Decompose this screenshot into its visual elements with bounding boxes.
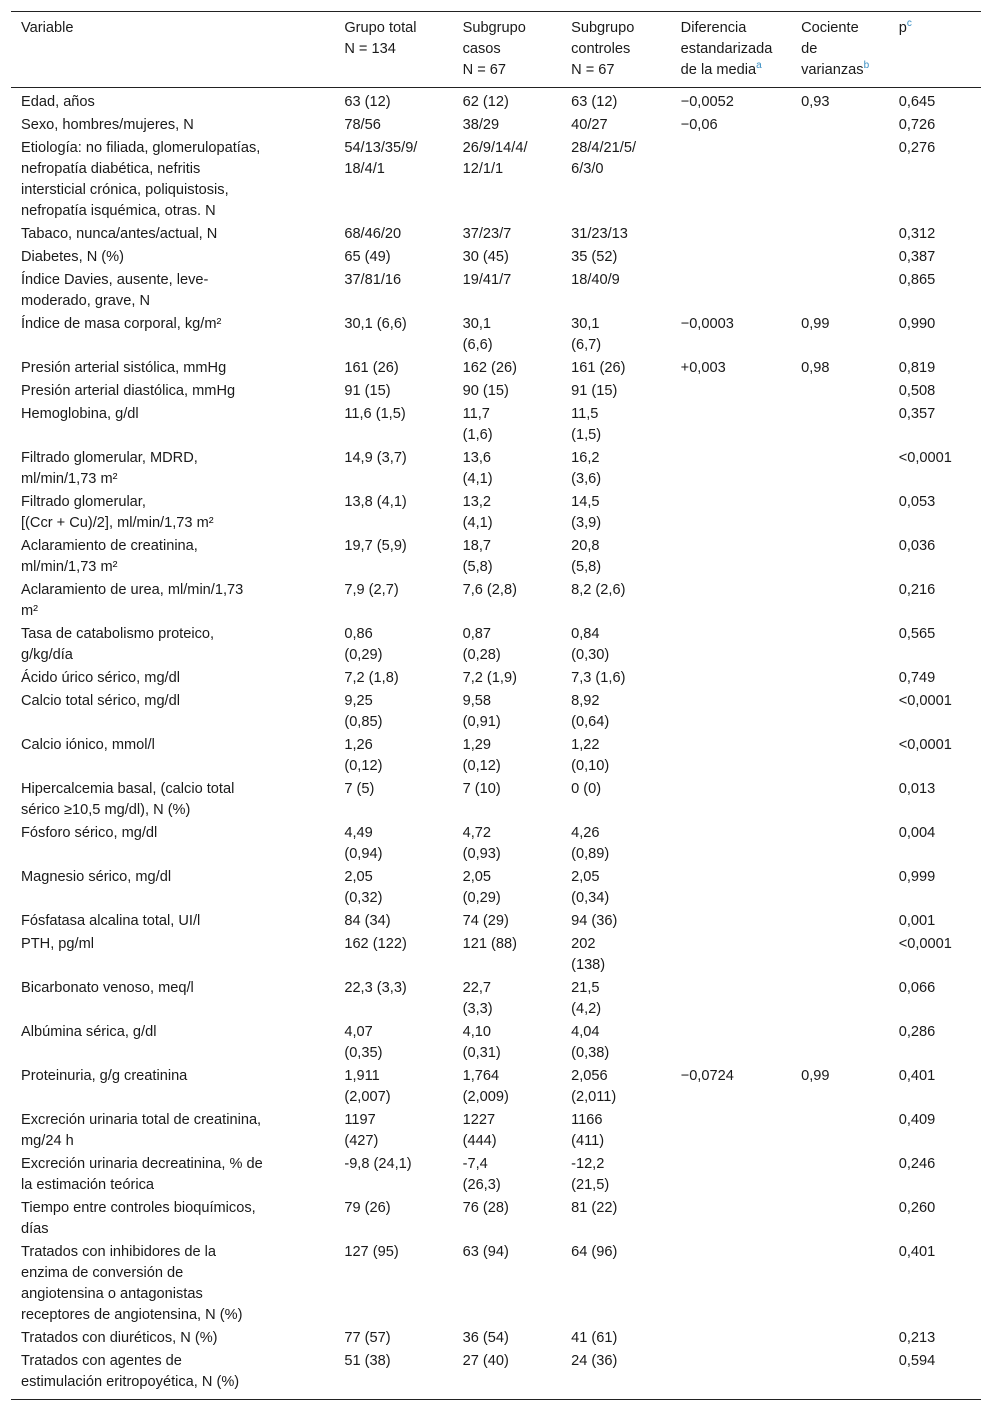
- cell-p: 0,312: [898, 226, 936, 242]
- table-row: [11, 114, 981, 137]
- cell-p: 0,819: [898, 360, 936, 376]
- table-row: [11, 579, 981, 623]
- cell-cociente: 0,99: [801, 316, 830, 332]
- header-subgrupo-casos: Subgrupo casos N = 67: [462, 20, 526, 78]
- table-body: [11, 88, 981, 1400]
- table-row: [11, 223, 981, 246]
- cell-grupo-total: 7 (5): [344, 781, 375, 797]
- cell-subgrupo-casos: 1227 (444): [462, 1112, 497, 1149]
- cell-subgrupo-casos: 7 (10): [462, 781, 501, 797]
- cell-diferencia: [671, 1109, 791, 1153]
- cell-p: 0,260: [898, 1200, 936, 1216]
- cell-subgrupo-controles: 20,8 (5,8): [571, 538, 602, 575]
- cell-variable: Etiología: no filiada, glomerulopatías, nefropatía diabética, nefritis intersticial crónica, poliquistosis, nefropatía isquémica, otras. N: [21, 140, 261, 219]
- cell-p: 0,053: [898, 494, 936, 510]
- cell-subgrupo-controles: 18/40/9: [571, 272, 620, 288]
- cell-subgrupo-casos: 62 (12): [462, 94, 509, 110]
- table-row: [11, 269, 981, 313]
- cell-diferencia: −0,0052: [680, 94, 734, 110]
- cell-subgrupo-controles: 4,04 (0,38): [571, 1024, 610, 1061]
- cell-subgrupo-casos: 26/9/14/4/ 12/1/1: [462, 140, 528, 177]
- cell-subgrupo-controles: 41 (61): [571, 1330, 618, 1346]
- cell-variable: Filtrado glomerular, [(Ccr + Cu)/2], ml/min/1,73 m²: [21, 494, 214, 531]
- cell-p: 0,276: [898, 140, 936, 156]
- cell-grupo-total: 9,25 (0,85): [344, 693, 383, 730]
- cell-p: 0,001: [898, 913, 936, 929]
- table-row: [11, 403, 981, 447]
- cell-cociente: [791, 114, 889, 137]
- table-row: [11, 1021, 981, 1065]
- cell-variable: Filtrado glomerular, MDRD, ml/min/1,73 m²: [21, 450, 198, 487]
- table-row: [11, 447, 981, 491]
- cell-subgrupo-controles: 63 (12): [571, 94, 618, 110]
- cell-diferencia: [671, 910, 791, 933]
- cell-subgrupo-casos: 74 (29): [462, 913, 509, 929]
- cell-grupo-total: 78/56: [344, 117, 381, 133]
- cell-p: 0,036: [898, 538, 936, 554]
- cell-grupo-total: 68/46/20: [344, 226, 402, 242]
- table-row: [11, 246, 981, 269]
- cell-p: 0,990: [898, 316, 936, 332]
- cell-subgrupo-controles: 14,5 (3,9): [571, 494, 602, 531]
- table-row: [11, 778, 981, 822]
- table-container: [11, 11, 981, 1400]
- cell-subgrupo-controles: 161 (26): [571, 360, 626, 376]
- cell-diferencia: [671, 690, 791, 734]
- cell-subgrupo-controles: 1166 (411): [571, 1112, 605, 1149]
- cell-subgrupo-casos: 18,7 (5,8): [462, 538, 493, 575]
- table-row: [11, 822, 981, 866]
- table-row: [11, 1153, 981, 1197]
- cell-p: 0,565: [898, 626, 936, 642]
- cell-p: <0,0001: [898, 693, 952, 709]
- cell-subgrupo-casos: 27 (40): [462, 1353, 509, 1369]
- cell-p: 0,286: [898, 1024, 936, 1040]
- cell-variable: Tratados con diuréticos, N (%): [21, 1330, 218, 1346]
- cell-diferencia: [671, 403, 791, 447]
- cell-subgrupo-controles: 91 (15): [571, 383, 618, 399]
- footnote-a-marker: a: [756, 60, 762, 72]
- cell-variable: Aclaramiento de urea, ml/min/1,73 m²: [21, 582, 244, 619]
- table-row: [11, 977, 981, 1021]
- cell-subgrupo-casos: 30 (45): [462, 249, 509, 265]
- cell-subgrupo-casos: 63 (94): [462, 1244, 509, 1260]
- cell-grupo-total: 13,8 (4,1): [344, 494, 407, 510]
- cell-subgrupo-controles: 16,2 (3,6): [571, 450, 602, 487]
- cell-subgrupo-casos: 13,6 (4,1): [462, 450, 493, 487]
- cell-grupo-total: 1,26 (0,12): [344, 737, 383, 774]
- header-cociente-label: Cociente de varianzas: [801, 20, 864, 78]
- cell-diferencia: [671, 977, 791, 1021]
- cell-grupo-total: 2,05 (0,32): [344, 869, 383, 906]
- cell-subgrupo-controles: 21,5 (4,2): [571, 980, 602, 1017]
- cell-grupo-total: 14,9 (3,7): [344, 450, 407, 466]
- cell-variable: Fósfatasa alcalina total, UI/l: [21, 913, 201, 929]
- cell-diferencia: [671, 535, 791, 579]
- cell-p: 0,401: [898, 1244, 936, 1260]
- cell-subgrupo-controles: 24 (36): [571, 1353, 618, 1369]
- cell-p: 0,066: [898, 980, 936, 996]
- cell-cociente: [791, 1109, 889, 1153]
- cell-grupo-total: 161 (26): [344, 360, 399, 376]
- cell-diferencia: [671, 778, 791, 822]
- cell-p: 0,013: [898, 781, 936, 797]
- table-header: [11, 12, 981, 88]
- cell-cociente: [791, 535, 889, 579]
- cell-p: 0,594: [898, 1353, 936, 1369]
- cell-subgrupo-casos: 13,2 (4,1): [462, 494, 493, 531]
- cell-grupo-total: 37/81/16: [344, 272, 402, 288]
- header-variable: Variable: [21, 20, 74, 36]
- cell-cociente: [791, 977, 889, 1021]
- cell-cociente: [791, 866, 889, 910]
- cell-variable: Calcio iónico, mmol/l: [21, 737, 155, 753]
- cell-p: 0,357: [898, 406, 936, 422]
- cell-variable: Magnesio sérico, mg/dl: [21, 869, 172, 885]
- cell-variable: Diabetes, N (%): [21, 249, 124, 265]
- cell-grupo-total: 77 (57): [344, 1330, 391, 1346]
- cell-cociente: 0,99: [801, 1068, 830, 1084]
- cell-variable: Índice Davies, ausente, leve- moderado, grave, N: [21, 272, 209, 309]
- cell-subgrupo-casos: 4,72 (0,93): [462, 825, 501, 862]
- cell-cociente: [791, 246, 889, 269]
- cell-p: 0,645: [898, 94, 936, 110]
- cell-diferencia: [671, 447, 791, 491]
- cell-cociente: [791, 491, 889, 535]
- cell-cociente: [791, 403, 889, 447]
- cell-p: 0,726: [898, 117, 936, 133]
- table-row: [11, 1109, 981, 1153]
- cell-grupo-total: 1197 (427): [344, 1112, 379, 1149]
- cell-subgrupo-controles: 1,22 (0,10): [571, 737, 610, 774]
- cell-cociente: [791, 778, 889, 822]
- cell-p: 0,213: [898, 1330, 936, 1346]
- table-row: [11, 1350, 981, 1400]
- cell-diferencia: [671, 1350, 791, 1400]
- table-row: [11, 734, 981, 778]
- cell-p: 0,865: [898, 272, 936, 288]
- cell-subgrupo-casos: 4,10 (0,31): [462, 1024, 501, 1061]
- cell-p: <0,0001: [898, 450, 952, 466]
- cell-diferencia: −0,0003: [680, 316, 734, 332]
- table-row: [11, 933, 981, 977]
- baseline-characteristics-table: [11, 11, 981, 1400]
- cell-subgrupo-controles: 35 (52): [571, 249, 618, 265]
- cell-diferencia: [671, 1153, 791, 1197]
- cell-grupo-total: 19,7 (5,9): [344, 538, 407, 554]
- cell-variable: Hemoglobina, g/dl: [21, 406, 139, 422]
- header-diferencia-label: Diferencia estandarizada de la media: [680, 20, 773, 78]
- cell-diferencia: [671, 269, 791, 313]
- cell-subgrupo-controles: 94 (36): [571, 913, 618, 929]
- header-p-label: p: [898, 20, 907, 36]
- table-row: [11, 88, 981, 115]
- table-row: [11, 535, 981, 579]
- cell-subgrupo-casos: 11,7 (1,6): [462, 406, 493, 443]
- cell-diferencia: [671, 137, 791, 223]
- cell-variable: PTH, pg/ml: [21, 936, 94, 952]
- cell-p: 0,409: [898, 1112, 936, 1128]
- cell-variable: Excreción urinaria decreatinina, % de la estimación teórica: [21, 1156, 263, 1193]
- cell-subgrupo-casos: 76 (28): [462, 1200, 509, 1216]
- cell-cociente: [791, 1197, 889, 1241]
- cell-diferencia: [671, 491, 791, 535]
- cell-subgrupo-controles: -12,2 (21,5): [571, 1156, 610, 1193]
- cell-subgrupo-controles: 64 (96): [571, 1244, 618, 1260]
- cell-p: 0,999: [898, 869, 936, 885]
- header-row: [11, 12, 981, 88]
- cell-subgrupo-controles: 8,2 (2,6): [571, 582, 626, 598]
- table-row: [11, 690, 981, 734]
- cell-grupo-total: 84 (34): [344, 913, 391, 929]
- cell-subgrupo-casos: 1,29 (0,12): [462, 737, 501, 774]
- header-p: [889, 12, 981, 88]
- cell-variable: Edad, años: [21, 94, 95, 110]
- cell-grupo-total: 65 (49): [344, 249, 391, 265]
- cell-subgrupo-casos: 9,58 (0,91): [462, 693, 501, 730]
- cell-subgrupo-casos: 22,7 (3,3): [462, 980, 493, 1017]
- cell-grupo-total: 162 (122): [344, 936, 407, 952]
- cell-p: 0,216: [898, 582, 936, 598]
- cell-subgrupo-controles: 2,056 (2,011): [571, 1068, 617, 1105]
- cell-p: 0,749: [898, 670, 936, 686]
- cell-p: 0,387: [898, 249, 936, 265]
- cell-variable: Ácido úrico sérico, mg/dl: [21, 670, 180, 686]
- header-diferencia: [671, 12, 791, 88]
- cell-cociente: [791, 137, 889, 223]
- cell-diferencia: [671, 223, 791, 246]
- cell-cociente: [791, 1153, 889, 1197]
- cell-cociente: [791, 623, 889, 667]
- cell-cociente: [791, 933, 889, 977]
- table-row: [11, 137, 981, 223]
- table-row: [11, 667, 981, 690]
- cell-variable: Presión arterial sistólica, mmHg: [21, 360, 227, 376]
- cell-subgrupo-casos: 7,6 (2,8): [462, 582, 517, 598]
- cell-subgrupo-casos: 121 (88): [462, 936, 517, 952]
- cell-grupo-total: 51 (38): [344, 1353, 391, 1369]
- cell-subgrupo-controles: 0,84 (0,30): [571, 626, 610, 663]
- cell-subgrupo-casos: 7,2 (1,9): [462, 670, 517, 686]
- cell-cociente: [791, 1021, 889, 1065]
- cell-grupo-total: 4,07 (0,35): [344, 1024, 383, 1061]
- cell-subgrupo-casos: 19/41/7: [462, 272, 512, 288]
- cell-cociente: [791, 269, 889, 313]
- cell-grupo-total: 11,6 (1,5): [344, 406, 406, 422]
- cell-diferencia: [671, 734, 791, 778]
- cell-variable: Aclaramiento de creatinina, ml/min/1,73 m²: [21, 538, 198, 575]
- cell-cociente: [791, 579, 889, 623]
- cell-grupo-total: 7,2 (1,8): [344, 670, 399, 686]
- cell-subgrupo-controles: 28/4/21/5/ 6/3/0: [571, 140, 637, 177]
- cell-variable: Albúmina sérica, g/dl: [21, 1024, 157, 1040]
- cell-subgrupo-casos: 37/23/7: [462, 226, 512, 242]
- cell-diferencia: [671, 1197, 791, 1241]
- cell-cociente: [791, 380, 889, 403]
- cell-grupo-total: 127 (95): [344, 1244, 399, 1260]
- cell-grupo-total: 22,3 (3,3): [344, 980, 407, 996]
- cell-p: 0,246: [898, 1156, 936, 1172]
- table-row: [11, 380, 981, 403]
- cell-subgrupo-controles: 7,3 (1,6): [571, 670, 626, 686]
- cell-diferencia: [671, 1327, 791, 1350]
- table-row: [11, 910, 981, 933]
- cell-p: <0,0001: [898, 737, 952, 753]
- cell-subgrupo-casos: 162 (26): [462, 360, 517, 376]
- cell-diferencia: [671, 866, 791, 910]
- cell-grupo-total: 0,86 (0,29): [344, 626, 383, 663]
- cell-variable: Tratados con agentes de estimulación eritropoyética, N (%): [21, 1353, 240, 1390]
- table-row: [11, 1241, 981, 1327]
- cell-grupo-total: 91 (15): [344, 383, 391, 399]
- cell-variable: Tasa de catabolismo proteico, g/kg/día: [21, 626, 215, 663]
- cell-variable: Proteinuria, g/g creatinina: [21, 1068, 188, 1084]
- cell-diferencia: [671, 933, 791, 977]
- cell-diferencia: [671, 246, 791, 269]
- table-row: [11, 1197, 981, 1241]
- cell-cociente: [791, 690, 889, 734]
- cell-subgrupo-casos: 0,87 (0,28): [462, 626, 501, 663]
- table-row: [11, 357, 981, 380]
- cell-diferencia: [671, 1021, 791, 1065]
- cell-grupo-total: -9,8 (24,1): [344, 1156, 412, 1172]
- cell-subgrupo-controles: 30,1 (6,7): [571, 316, 602, 353]
- cell-diferencia: +0,003: [680, 360, 726, 376]
- cell-subgrupo-controles: 40/27: [571, 117, 608, 133]
- cell-grupo-total: 79 (26): [344, 1200, 391, 1216]
- cell-subgrupo-controles: 81 (22): [571, 1200, 618, 1216]
- table-row: [11, 1327, 981, 1350]
- cell-variable: Índice de masa corporal, kg/m²: [21, 316, 222, 332]
- cell-cociente: [791, 910, 889, 933]
- cell-subgrupo-controles: 2,05 (0,34): [571, 869, 610, 906]
- cell-subgrupo-casos: 38/29: [462, 117, 500, 133]
- cell-p: 0,004: [898, 825, 936, 841]
- cell-grupo-total: 30,1 (6,6): [344, 316, 407, 332]
- table-row: [11, 866, 981, 910]
- cell-cociente: [791, 1327, 889, 1350]
- cell-variable: Hipercalcemia basal, (calcio total sérico ≥10,5 mg/dl), N (%): [21, 781, 235, 818]
- cell-variable: Excreción urinaria total de creatinina, mg/24 h: [21, 1112, 262, 1149]
- cell-diferencia: [671, 380, 791, 403]
- header-subgrupo-controles: Subgrupo controles N = 67: [571, 20, 635, 78]
- table-row: [11, 623, 981, 667]
- cell-variable: Bicarbonato venoso, meq/l: [21, 980, 194, 996]
- footnote-c-marker: c: [906, 18, 912, 30]
- cell-cociente: [791, 1241, 889, 1327]
- cell-grupo-total: 54/13/35/9/ 18/4/1: [344, 140, 418, 177]
- cell-diferencia: [671, 1241, 791, 1327]
- cell-variable: Fósforo sérico, mg/dl: [21, 825, 158, 841]
- table-row: [11, 1065, 981, 1109]
- cell-cociente: [791, 447, 889, 491]
- cell-diferencia: −0,06: [680, 117, 718, 133]
- cell-variable: Sexo, hombres/mujeres, N: [21, 117, 194, 133]
- header-cociente: [791, 12, 889, 88]
- cell-subgrupo-casos: -7,4 (26,3): [462, 1156, 501, 1193]
- cell-diferencia: −0,0724: [680, 1068, 734, 1084]
- cell-subgrupo-casos: 2,05 (0,29): [462, 869, 501, 906]
- cell-variable: Presión arterial diastólica, mmHg: [21, 383, 236, 399]
- cell-subgrupo-casos: 1,764 (2,009): [462, 1068, 509, 1105]
- cell-cociente: [791, 223, 889, 246]
- cell-grupo-total: 7,9 (2,7): [344, 582, 399, 598]
- footnote-b-marker: b: [863, 60, 870, 72]
- cell-subgrupo-casos: 36 (54): [462, 1330, 509, 1346]
- cell-subgrupo-controles: 0 (0): [571, 781, 602, 797]
- cell-cociente: 0,98: [801, 360, 830, 376]
- cell-variable: Calcio total sérico, mg/dl: [21, 693, 180, 709]
- cell-p: 0,508: [898, 383, 936, 399]
- cell-cociente: [791, 822, 889, 866]
- cell-subgrupo-controles: 11,5 (1,5): [571, 406, 602, 443]
- cell-diferencia: [671, 667, 791, 690]
- table-row: [11, 313, 981, 357]
- cell-grupo-total: 1,911 (2,007): [344, 1068, 391, 1105]
- cell-diferencia: [671, 579, 791, 623]
- cell-subgrupo-casos: 90 (15): [462, 383, 509, 399]
- cell-subgrupo-controles: 202 (138): [571, 936, 606, 973]
- cell-diferencia: [671, 822, 791, 866]
- cell-cociente: [791, 734, 889, 778]
- cell-subgrupo-casos: 30,1 (6,6): [462, 316, 493, 353]
- cell-grupo-total: 63 (12): [344, 94, 391, 110]
- cell-variable: Tabaco, nunca/antes/actual, N: [21, 226, 218, 242]
- cell-cociente: 0,93: [801, 94, 830, 110]
- cell-subgrupo-controles: 31/23/13: [571, 226, 628, 242]
- cell-p: <0,0001: [898, 936, 952, 952]
- table-row: [11, 491, 981, 535]
- cell-cociente: [791, 1350, 889, 1400]
- header-grupo-total: Grupo total N = 134: [344, 20, 417, 57]
- cell-p: 0,401: [898, 1068, 936, 1084]
- cell-diferencia: [671, 623, 791, 667]
- cell-variable: Tratados con inhibidores de la enzima de conversión de angiotensina o antagonistas receptores de angiotensina, N (%): [21, 1244, 243, 1323]
- cell-variable: Tiempo entre controles bioquímicos, días: [21, 1200, 256, 1237]
- cell-grupo-total: 4,49 (0,94): [344, 825, 383, 862]
- cell-subgrupo-controles: 4,26 (0,89): [571, 825, 610, 862]
- cell-subgrupo-controles: 8,92 (0,64): [571, 693, 610, 730]
- cell-cociente: [791, 667, 889, 690]
